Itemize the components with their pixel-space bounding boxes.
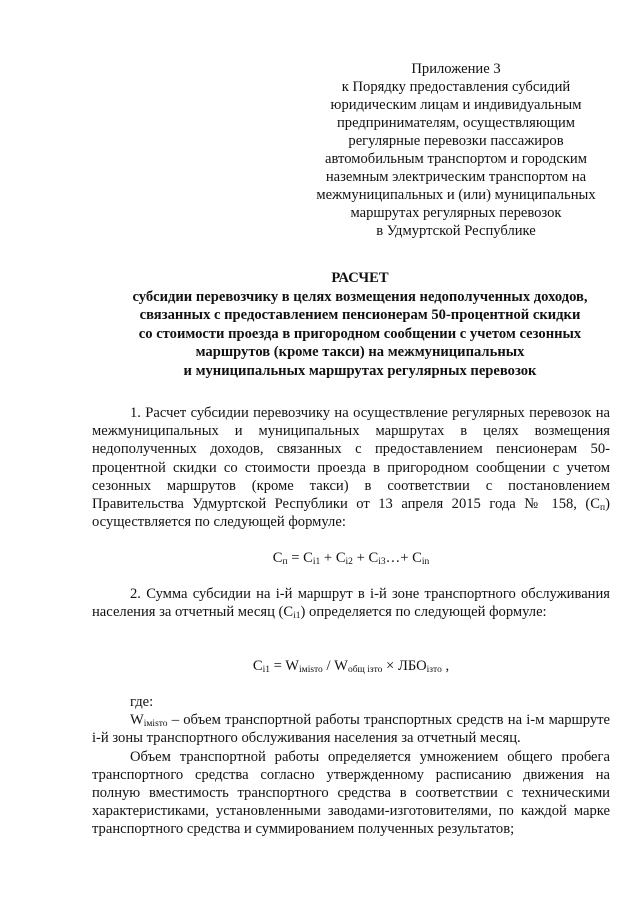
appendix-line: к Порядку предоставления субсидий [341, 79, 571, 95]
paragraph-3: Объем транспортной работы определяется умножением общего пробега транспортного средства согласно утвержденному расписанию движения на полную вместимость транспортного средства в соответствии с техническими характеристиками, установленными заводами-изготовителями, по каждой марке транспортного средства и суммированием полученных результатов; [92, 748, 610, 838]
paragraph-1-tail: ) осуществляется по следующей формуле: [92, 496, 610, 531]
paragraph-2-sub: i1 [293, 611, 301, 622]
formula-route: $С_{i1} = W_{iміsто} / W_{общ iзто} \times ЛБО_{iзто}$ , [252, 658, 450, 675]
appendix-line: предпринимателям, осуществляющим [336, 115, 576, 131]
document-heading [80, 269, 640, 380]
appendix-line: юридическим лицам и индивидуальным [330, 97, 582, 113]
appendix-line: межмуниципальных и (или) муниципальных [316, 187, 596, 203]
definition-w: $W_{iміsто}$ – объем транспортной работы транспортных средств на i-м маршруте i-й зоны транспортного обслуживания населения за отчетный месяц. [92, 712, 610, 747]
paragraph-1 [92, 404, 610, 531]
appendix-header [296, 60, 616, 240]
paragraph-2-tail: ) определяется по следующей формуле: [300, 604, 547, 621]
heading-line: связанных с предоставлением пенсионерам 50-процентной скидки [139, 307, 581, 323]
heading-line: субсидии перевозчику в целях возмещения недополученных доходов, [132, 288, 588, 305]
where-label: где: [130, 694, 154, 710]
appendix-line: регулярные перевозки пассажиров [348, 133, 564, 149]
formula-total: $С_п = С_{i1} + С_{i2}$ + $С_{i3}\dots+ С_{in}$ [272, 550, 430, 567]
paragraph-1-sub: п [600, 503, 606, 514]
appendix-line: автомобильным транспортом и городским [325, 151, 587, 167]
where-block [92, 693, 610, 839]
heading-line: маршрутов (кроме такси) на межмуниципальных [195, 344, 525, 360]
paragraph-2-text: 2. Сумма субсидии на i-й маршрут в i-й зоне транспортного обслуживания населения за отчетный месяц (С [92, 586, 610, 621]
appendix-line: наземным электрическим транспортом на [325, 169, 587, 185]
heading-title: РАСЧЕТ [331, 270, 389, 286]
appendix-line: в Удмуртской Республике [376, 223, 536, 239]
paragraph-2 [92, 585, 610, 621]
appendix-line: Приложение 3 [411, 61, 501, 77]
heading-line: со стоимости проезда в пригородном сообщении с учетом сезонных [138, 325, 582, 342]
appendix-line: маршрутах регулярных перевозок [350, 205, 562, 221]
heading-line: и муниципальных маршрутах регулярных перевозок [183, 362, 537, 379]
paragraph-1-text: 1. Расчет субсидии перевозчику на осуществление регулярных перевозок на межмуниципальных и муниципальных маршрутах в целях возмещения недополученных доходов, связанных с предоставлением пенсионерам 50-процентной скидки со стоимости проезда в пригородном сообщении с учетом сезонных маршрутов (кроме такси) в соответствии с постановлением Правительства Удмуртской Республики от 13 апреля 2015 года № 158, (С [92, 405, 610, 513]
